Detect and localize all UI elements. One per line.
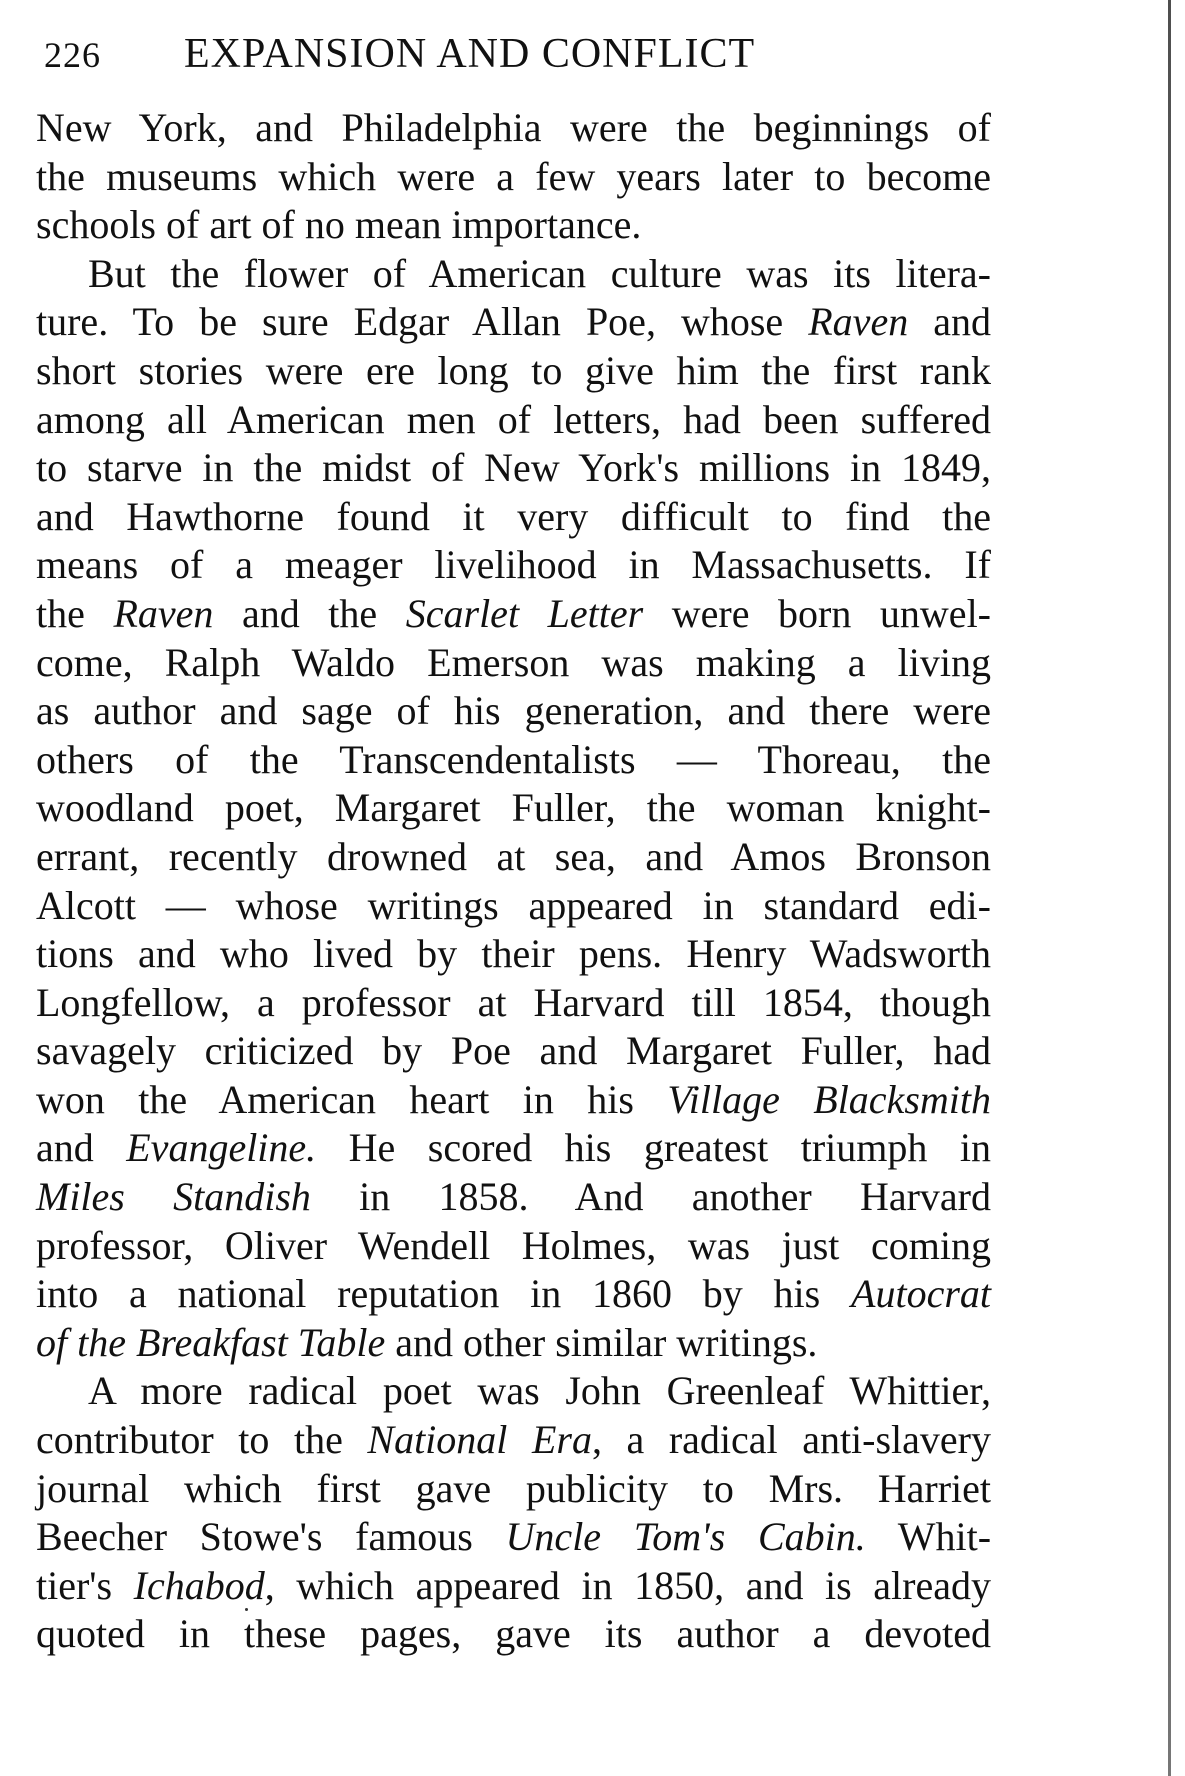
text-segment: Alcott — whose writings appeared in standard edi- <box>36 882 991 928</box>
body-text <box>36 104 991 1659</box>
page-number: 226 <box>44 35 101 75</box>
text-segment: contributor to the <box>36 1417 368 1463</box>
italic-title: Ichabod <box>133 1562 265 1608</box>
text-segment: ture. To be sure Edgar Allan Poe, whose <box>36 299 809 345</box>
text-segment: tions and who lived by their pens. Henry Wadsworth <box>36 931 991 977</box>
text-segment: as author and sage of his generation, and there were <box>36 688 991 734</box>
text-line <box>36 298 991 347</box>
text-segment: and Hawthorne found it very difficult to find the <box>36 493 991 539</box>
text-line <box>36 396 991 445</box>
text-segment: , a radical anti-slavery <box>591 1417 992 1463</box>
ink-speck <box>245 1608 248 1611</box>
italic-title: Miles Standish <box>36 1174 311 1220</box>
text-line <box>36 1465 991 1514</box>
italic-title: Raven <box>113 590 214 636</box>
text-segment: But the flower of American culture was its litera- <box>88 250 991 296</box>
text-segment: A more radical poet was John Greenleaf Whittier, <box>88 1368 991 1414</box>
text-line <box>36 541 991 590</box>
text-line <box>36 250 991 299</box>
text-line <box>36 1173 991 1222</box>
text-line <box>36 833 991 882</box>
text-line <box>36 639 991 688</box>
text-line <box>36 687 991 736</box>
text-line <box>36 930 991 979</box>
text-line <box>36 493 991 542</box>
text-line <box>36 1222 991 1271</box>
italic-title: Uncle Tom's Cabin. <box>505 1514 866 1560</box>
running-head <box>44 28 864 84</box>
text-segment: among all American men of letters, had been suffered <box>36 396 991 442</box>
text-line <box>36 1416 991 1465</box>
text-segment: the <box>36 590 114 636</box>
text-segment: short stories were ere long to give him the first rank <box>36 347 991 393</box>
text-segment: schools of art of no mean importance. <box>36 202 642 248</box>
italic-title: Scarlet Letter <box>405 590 644 636</box>
text-segment: to starve in the midst of New York's millions in 1849, <box>36 445 991 491</box>
text-segment: and other similar writings. <box>385 1319 818 1365</box>
text-segment: in 1858. And another Harvard <box>310 1174 991 1220</box>
italic-title: Village Blacksmith <box>667 1076 991 1122</box>
italic-title: National Era <box>367 1417 592 1463</box>
text-segment: into a national reputation in 1860 by his <box>36 1271 852 1317</box>
page-edge-shadow <box>1168 0 1171 1776</box>
text-segment: New York, and Philadelphia were the beginnings of <box>36 105 991 150</box>
text-segment: errant, recently drowned at sea, and Amos Bronson <box>36 833 991 879</box>
text-line <box>36 347 991 396</box>
text-line <box>36 1367 991 1416</box>
text-segment: woodland poet, Margaret Fuller, the woman knight- <box>36 785 991 831</box>
text-segment: Whit- <box>865 1514 992 1560</box>
text-line <box>36 444 991 493</box>
text-line <box>36 104 991 153</box>
text-line <box>36 736 991 785</box>
text-line <box>36 979 991 1028</box>
text-line <box>36 1610 991 1659</box>
text-segment: savagely criticized by Poe and Margaret Fuller, had <box>36 1028 991 1074</box>
text-segment: journal which first gave publicity to Mrs. Harriet <box>36 1465 991 1511</box>
text-segment: were born unwel- <box>643 590 991 636</box>
italic-title: of the Breakfast Table <box>36 1319 386 1365</box>
italic-title: Autocrat <box>851 1271 991 1317</box>
text-line <box>36 153 991 202</box>
text-segment: , which appeared in 1850, and is already <box>264 1562 991 1608</box>
text-line <box>36 1270 991 1319</box>
text-segment: tier's <box>36 1562 134 1608</box>
text-segment: and the <box>213 590 406 636</box>
text-line <box>36 882 991 931</box>
text-segment: and <box>908 299 992 345</box>
text-line <box>36 1562 991 1611</box>
text-segment: others of the Transcendentalists — Thoreau, the <box>36 736 991 782</box>
text-line <box>36 1027 991 1076</box>
text-segment: means of a meager livelihood in Massachusetts. If <box>36 542 991 588</box>
italic-title: Raven <box>808 299 909 345</box>
text-segment: quoted in these pages, gave its author a devoted <box>36 1611 991 1657</box>
text-segment: the museums which were a few years later to become <box>36 153 991 199</box>
text-line <box>36 1319 991 1368</box>
running-head-title: EXPANSION AND CONFLICT <box>184 31 756 77</box>
text-line <box>36 1513 991 1562</box>
text-segment: won the American heart in his <box>36 1076 668 1122</box>
text-segment: professor, Oliver Wendell Holmes, was just coming <box>36 1222 991 1268</box>
text-line <box>36 590 991 639</box>
text-line <box>36 1124 991 1173</box>
text-segment: Longfellow, a professor at Harvard till 1854, though <box>36 979 991 1025</box>
text-segment: He scored his greatest triumph in <box>316 1125 991 1171</box>
text-line <box>36 201 991 250</box>
italic-title: Evangeline. <box>126 1125 317 1171</box>
text-segment: come, Ralph Waldo Emerson was making a living <box>36 639 991 685</box>
text-segment: Beecher Stowe's famous <box>36 1514 506 1560</box>
text-line <box>36 1076 991 1125</box>
text-line <box>36 784 991 833</box>
text-segment: and <box>36 1125 127 1171</box>
